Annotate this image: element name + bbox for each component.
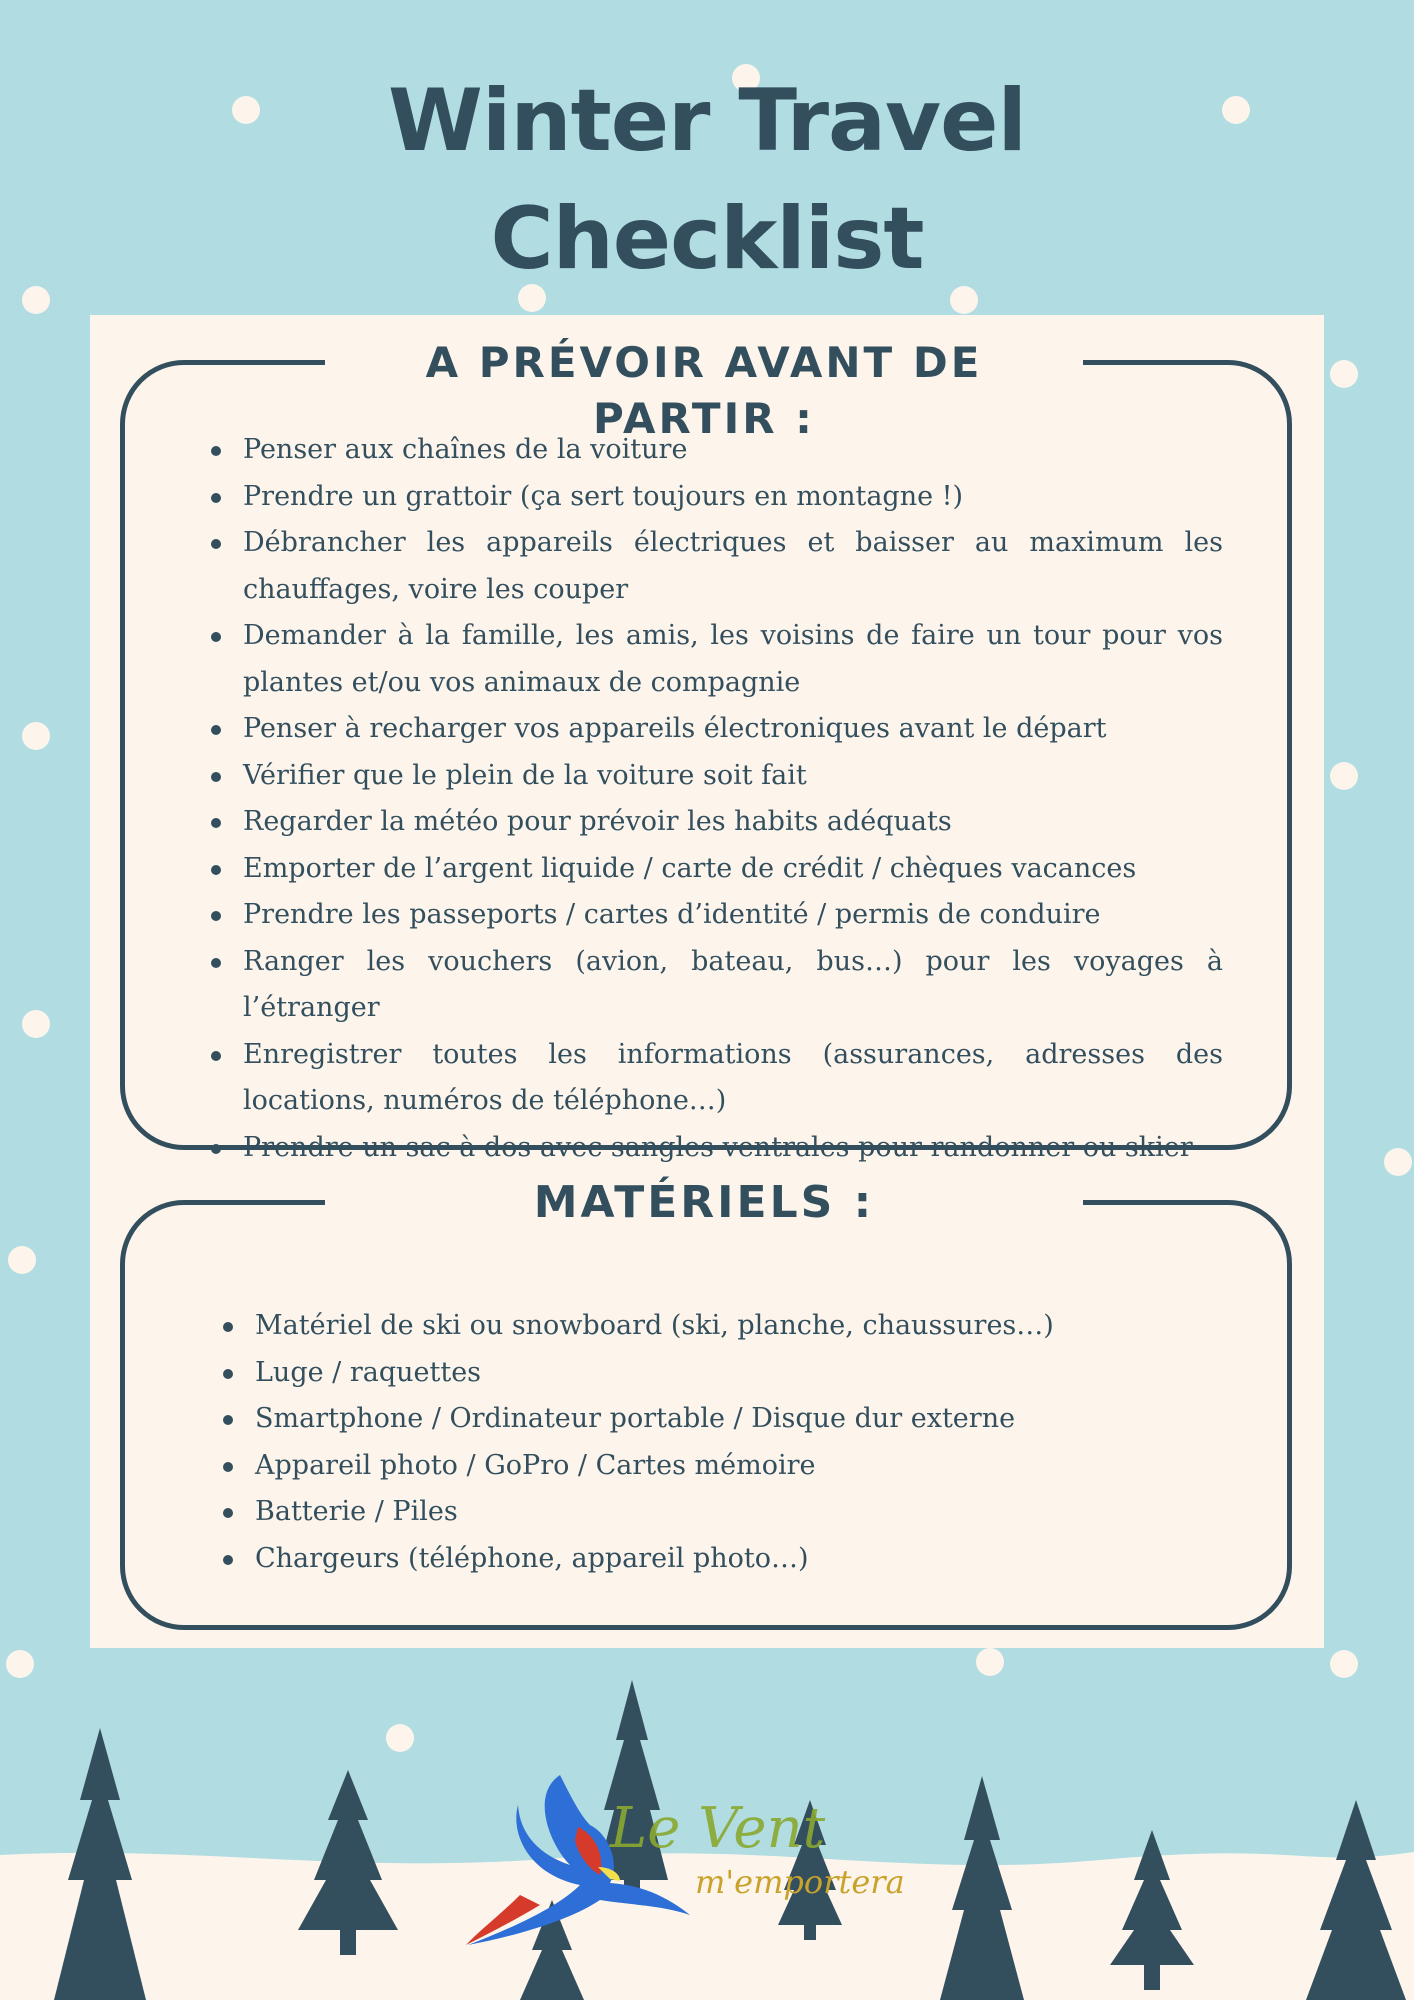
- list-item: Chargeurs (téléphone, appareil photo…): [255, 1536, 1155, 1583]
- logo-text-line-1: Le Vent: [610, 1796, 826, 1861]
- materials-heading: MATÉRIELS :: [325, 1175, 1083, 1231]
- list-item: Vérifier que le plein de la voiture soit fait: [243, 753, 1223, 800]
- page-title-line-2: Checklist: [490, 189, 924, 289]
- list-item: Ranger les vouchers (avion, bateau, bus…) pour les voyages à l’étranger: [243, 939, 1223, 1032]
- list-item: Demander à la famille, les amis, les voisins de faire un tour pour vos plantes et/ou vos animaux de compagnie: [243, 613, 1223, 706]
- page-title-line-1: Winter Travel: [388, 71, 1026, 171]
- list-item: Matériel de ski ou snowboard (ski, planche, chaussures…): [255, 1303, 1155, 1350]
- list-item: Batterie / Piles: [255, 1489, 1155, 1536]
- brand-logo: [460, 1755, 950, 1955]
- list-item: Débrancher les appareils électriques et baisser au maximum les chauffages, voire les couper: [243, 520, 1223, 613]
- list-item: Penser à recharger vos appareils électroniques avant le départ: [243, 706, 1223, 753]
- list-item: Prendre un grattoir (ça sert toujours en montagne !): [243, 474, 1223, 521]
- list-item: Regarder la météo pour prévoir les habits adéquats: [243, 799, 1223, 846]
- list-item: Enregistrer toutes les informations (assurances, adresses des locations, numéros de téléphone…): [243, 1032, 1223, 1125]
- list-item: Prendre les passeports / cartes d’identité / permis de conduire: [243, 892, 1223, 939]
- before-leaving-heading: A PRÉVOIR AVANT DE PARTIR :: [325, 335, 1083, 447]
- list-item: Appareil photo / GoPro / Cartes mémoire: [255, 1443, 1155, 1490]
- list-item: Luge / raquettes: [255, 1350, 1155, 1397]
- list-item: Penser aux chaînes de la voiture: [243, 427, 1223, 474]
- logo-text-line-2: m'emportera: [695, 1863, 905, 1901]
- list-item: Smartphone / Ordinateur portable / Disque dur externe: [255, 1396, 1155, 1443]
- list-item: Prendre un sac à dos avec sangles ventrales pour randonner ou skier: [243, 1125, 1223, 1172]
- list-item: Emporter de l’argent liquide / carte de crédit / chèques vacances: [243, 846, 1223, 893]
